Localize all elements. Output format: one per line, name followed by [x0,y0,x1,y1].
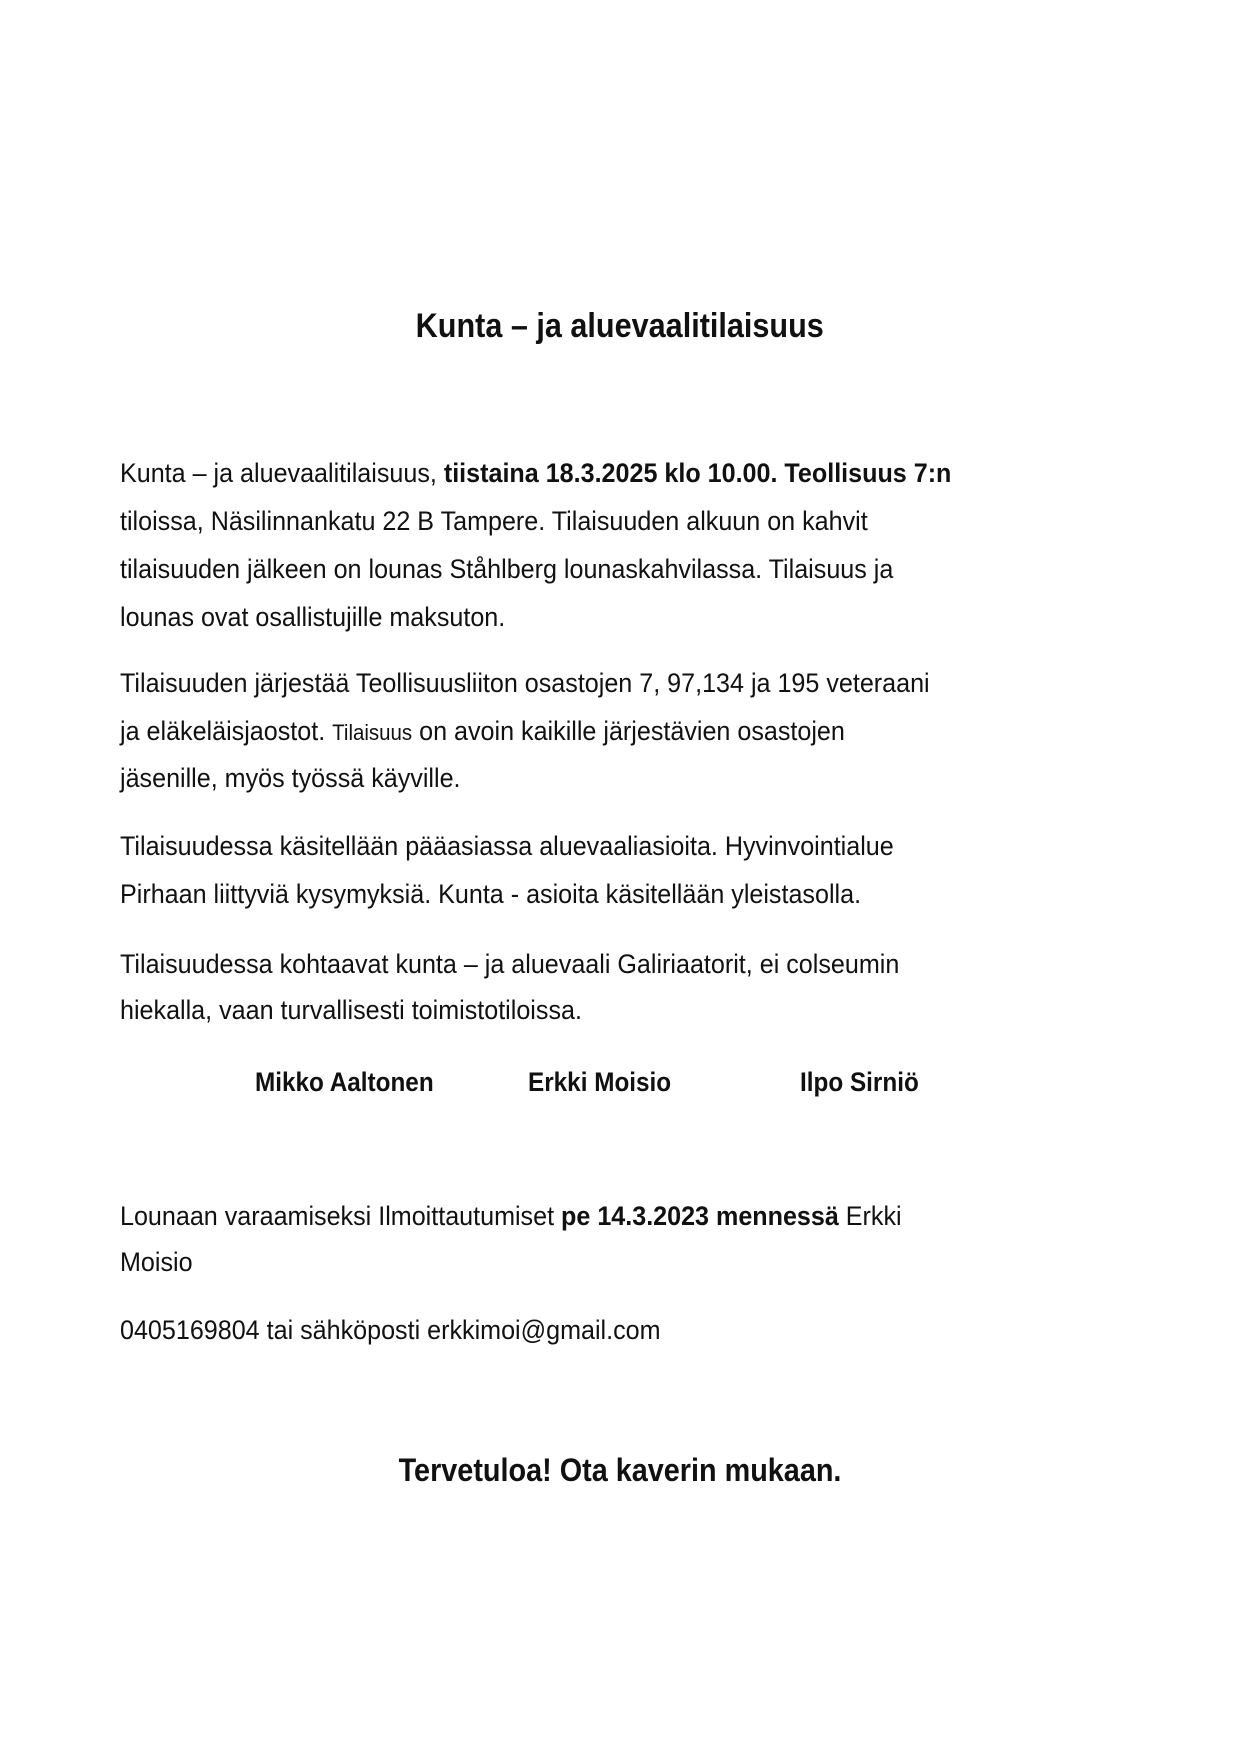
paragraph-4-line-2: hiekalla, vaan turvallisesti toimistotiloissa. [120,995,582,1025]
paragraph-2-line-2 [120,715,845,749]
paragraph-1-line-3: tilaisuuden jälkeen on lounas Ståhlberg lounaskahvilassa. Tilaisuus ja [120,554,894,584]
paragraph-2-text-b: on avoin kaikille järjestävien osastojen [412,716,845,746]
registration-deadline-bold: pe 14.3.2023 mennessä [561,1201,839,1231]
paragraph-1-line-2: tiloissa, Näsilinnankatu 22 B Tampere. Tilaisuuden alkuun on kahvit [120,506,868,536]
signatory-name: Ilpo Sirniö [800,1067,919,1097]
contact-line: 0405169804 tai sähköposti erkkimoi@gmail.com [120,1315,661,1345]
paragraph-4-line-1: Tilaisuudessa kohtaavat kunta – ja aluevaali Galiriaatorit, ei colseumin [120,949,900,979]
closing-text: Tervetuloa! Ota kaverin mukaan. [398,1452,842,1488]
event-date-time-bold: tiistaina 18.3.2025 klo 10.00. Teollisuus 7:n [443,458,952,488]
signatory-name: Mikko Aaltonen [255,1067,434,1097]
registration-line-2: Moisio [120,1247,193,1277]
paragraph-2-small-text: Tilaisuus [332,720,413,745]
signatory-name: Erkki Moisio [528,1067,672,1097]
document-title-text: Kunta – ja aluevaalitilaisuus [415,307,825,345]
registration-contact-name: Erkki [838,1201,902,1231]
intro-text: Kunta – ja aluevaalitilaisuus, [120,458,444,488]
paragraph-2-line-1: Tilaisuuden järjestää Teollisuusliiton osastojen 7, 97,134 ja 195 veteraani [120,668,930,698]
paragraph-2-line-3: jäsenille, myös työssä käyville. [120,763,461,793]
paragraph-3-line-1: Tilaisuudessa käsitellään pääasiassa aluevaaliasioita. Hyvinvointialue [120,831,894,861]
registration-text: Lounaan varaamiseksi Ilmoittautumiset [120,1201,562,1231]
paragraph-1-line-4: lounas ovat osallistujille maksuton. [120,602,506,632]
paragraph-1-line-1 [120,457,951,489]
closing-line [0,1450,1240,1490]
document-title [0,306,1240,346]
paragraph-2-text-a: ja eläkeläisjaostot. [120,716,333,746]
paragraph-3-line-2: Pirhaan liittyviä kysymyksiä. Kunta - asioita käsitellään yleistasolla. [120,879,862,909]
registration-line-1 [120,1200,902,1232]
